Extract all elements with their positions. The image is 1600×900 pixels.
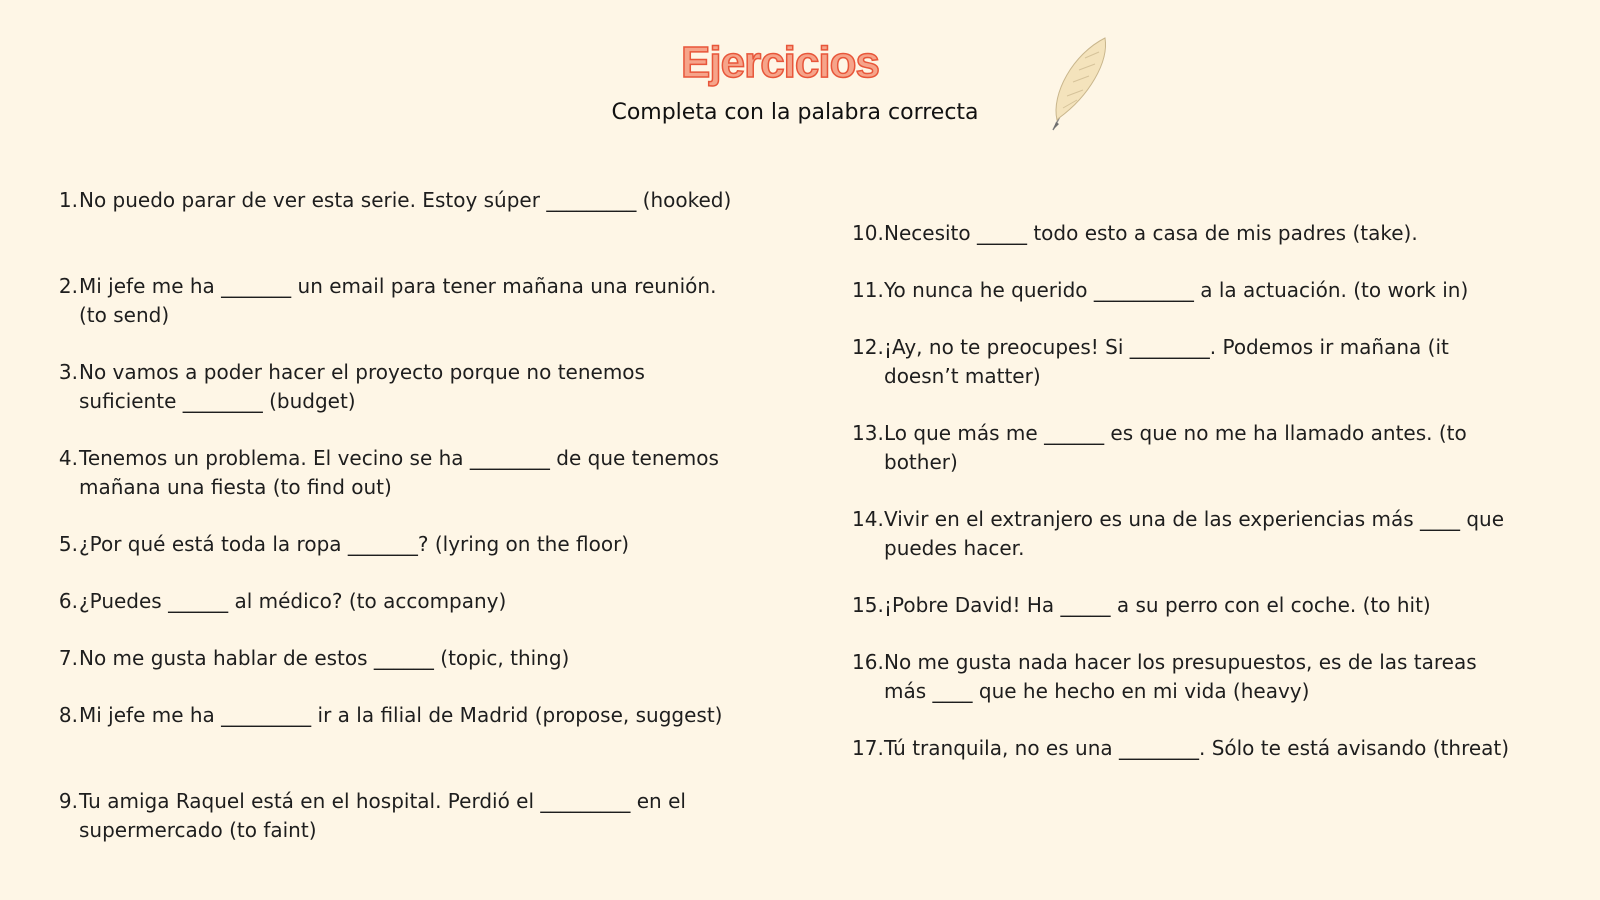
- exercise-text: Necesito _____ todo esto a casa de mis padres (take).: [884, 221, 1418, 245]
- exercise-item: [58, 701, 739, 730]
- exercise-text: Lo que más me ______ es que no me ha llamado antes. (to bother): [884, 421, 1467, 474]
- exercise-text: No vamos a poder hacer el proyecto porque no tenemos suficiente ________ (budget): [79, 360, 645, 413]
- exercise-text: ¡Pobre David! Ha _____ a su perro con el coche. (to hit): [884, 593, 1431, 617]
- exercise-text: Mi jefe me ha _______ un email para tener mañana una reunión. (to send): [79, 274, 717, 327]
- exercise-text: Yo nunca he querido __________ a la actuación. (to work in): [884, 278, 1469, 302]
- exercise-item: [58, 186, 739, 215]
- exercise-text: Tenemos un problema. El vecino se ha ________ de que tenemos mañana una fiesta (to find out): [79, 446, 719, 499]
- exercise-number: 14.: [852, 507, 884, 531]
- exercise-number: 6.: [58, 589, 78, 613]
- exercise-number: 4.: [58, 446, 78, 470]
- exercise-number: 8.: [58, 703, 78, 727]
- exercise-text: Vivir en el extranjero es una de las experiencias más ____ que puedes hacer.: [884, 507, 1505, 560]
- exercise-text: Mi jefe me ha _________ ir a la filial de Madrid (propose, suggest): [79, 703, 723, 727]
- exercise-item: [852, 333, 1522, 391]
- exercise-text: No puedo parar de ver esta serie. Estoy súper _________ (hooked): [79, 188, 732, 212]
- exercise-number: 3.: [58, 360, 78, 384]
- exercise-number: 1.: [58, 188, 78, 212]
- exercise-item: [852, 734, 1522, 763]
- exercise-text: ¿Puedes ______ al médico? (to accompany): [79, 589, 507, 613]
- exercise-item: [852, 648, 1522, 706]
- exercise-item: [58, 644, 739, 673]
- exercise-number: 11.: [852, 278, 884, 302]
- exercise-item: [58, 272, 739, 330]
- exercise-item: [852, 419, 1522, 477]
- exercise-number: 5.: [58, 532, 78, 556]
- exercise-item: [58, 444, 739, 502]
- exercise-number: 10.: [852, 221, 884, 245]
- exercise-item: [58, 358, 739, 416]
- exercise-item: [852, 276, 1522, 305]
- exercise-text: ¡Ay, no te preocupes! Si ________. Podemos ir mañana (it doesn’t matter): [884, 335, 1449, 388]
- exercise-text: Tú tranquila, no es una ________. Sólo te está avisando (threat): [884, 736, 1510, 760]
- exercise-number: 16.: [852, 650, 884, 674]
- page-subtitle: Completa con la palabra correcta: [611, 100, 979, 125]
- exercise-number: 12.: [852, 335, 884, 359]
- exercise-text: No me gusta nada hacer los presupuestos, es de las tareas más ____ que he hecho en mi vida (heavy): [884, 650, 1477, 703]
- exercise-number: 17.: [852, 736, 884, 760]
- exercise-number: 13.: [852, 421, 884, 445]
- exercise-item: [58, 787, 739, 845]
- exercise-text: ¿Por qué está toda la ropa _______? (lyring on the floor): [79, 532, 630, 556]
- exercise-number: 2.: [58, 274, 78, 298]
- exercise-item: [58, 587, 739, 616]
- exercise-item: [852, 219, 1522, 248]
- exercise-text: Tu amiga Raquel está en el hospital. Perdió el _________ en el supermercado (to faint): [79, 789, 686, 842]
- exercise-number: 9.: [58, 789, 78, 813]
- page-title: Ejercicios: [681, 38, 879, 87]
- exercise-text: No me gusta hablar de estos ______ (topic, thing): [79, 646, 570, 670]
- exercise-number: 7.: [58, 646, 78, 670]
- exercise-item: [852, 591, 1522, 620]
- feather-quill-icon: [1043, 34, 1115, 134]
- exercise-number: 15.: [852, 593, 884, 617]
- exercise-item: [852, 505, 1522, 563]
- exercise-item: [58, 530, 739, 559]
